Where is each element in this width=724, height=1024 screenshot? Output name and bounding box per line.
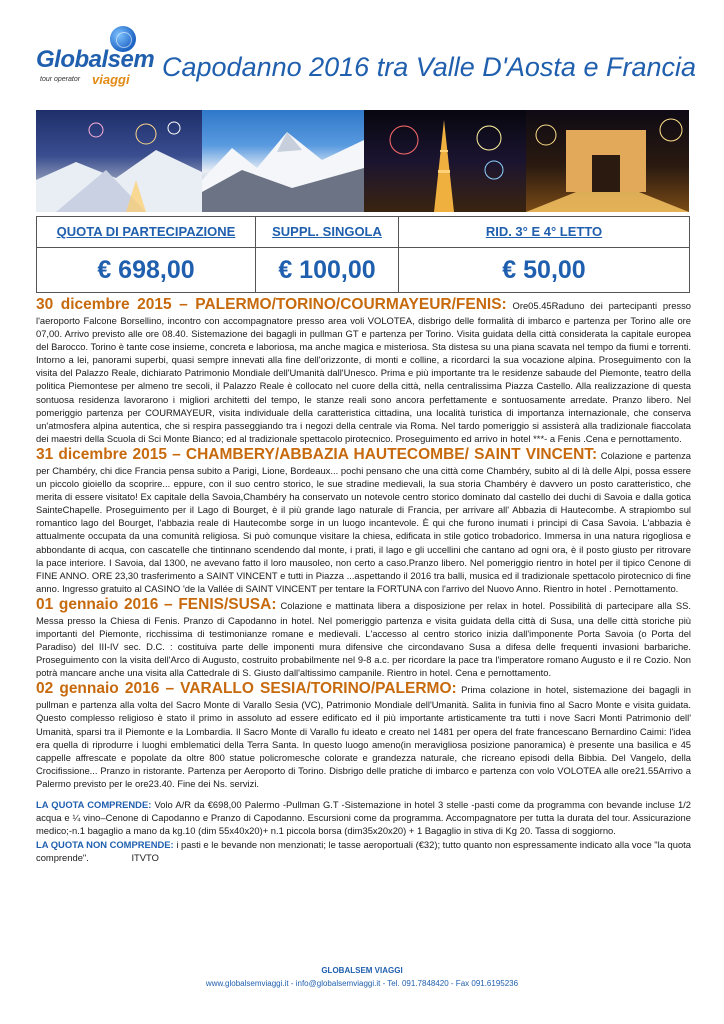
header bbox=[0, 0, 724, 110]
photo-arc-de-triomphe bbox=[526, 110, 689, 212]
day-text: Prima colazione in hotel, sistemazione dei bagagli in pullman e partenza alla volta del Sacro Monte di Varallo Sesia (VC), Patrimonio Mondiale dell'Umanità. Salita in funivia fino al Sacro Monte e visita guidata. Questo complesso religioso è stato il primo in assoluto ad essere edificato ed il più importante artisticamente tra tutti i nove Sacri Monti Patrimonio dell' Umanità, sparsi tra il Piemonte e la Lombardia. Il Sacro Monte di Varallo fu ideato e creato nel 1481 per opera del frate francescano Bernardino Caimi: l'idea era quella di riprodurre i luoghi emblematici della Terra Santa. In questo luogo ameno(in meravigliosa posizione panoramica) è presente una basilica e 45 cappelle affrescate e popolate da oltre 800 statue policromesche colorate e grandezza naturale, che ricreano episodi della Bibbia. Del Vangelo, della Crocifissione... Pranzo in ristorante. Partenza per Aeroporto di Torino. Disbrigo delle pratiche di imbarco e partenza con volo VOLOTEA alle ore21.55Arrivo a Palermo previsto per le ore23.40. Fine dei Ns. servizi. bbox=[36, 684, 691, 789]
footer bbox=[0, 966, 724, 988]
day-2 bbox=[36, 446, 691, 595]
day-text: Colazione e partenza per Chambéry, chi dice Francia pensa subito a Parigi, Lione, Bordeaux... pochi pensano che una città come Chambéry, subito al di là delle Alpi, possa essere un piccolo gioiello da scoprire... eppure, con il suo centro storico, le sue stradine medievali, la sua storia Chambéry è davvero un posto caratteristico, che merita di essere visitato! Ex capitale della Savoia,Chambéry ha conservato un notevole centro storico dominato dal castello dei duchi di Savoia e dalla gotica SainteChapelle. Proseguimento per il Lago di Bourget, è il più grande lago naturale di Francia, per arrivare all' Abbazia di Hautecombe. A strapiombo sul romantico lago del Bourget, l'abbazia reale di Hautecombe sorge in un luogo incantevole. È qui che furono inumati i principi di Casa Savoia. L'abbazia è attualmente occupata da una comunità religiosa. Si può comunque visitare la chiesa, edificata in stile gotico trobadorico. Immersa in una natura rigogliosa e abbondante di acqua, con cascatelle che tintinnano scendendo dal monte, i prati, il lago e gli uccellini che cantano ad ogni ora, è il posto giusto per ritrovare la pace interiore. I Savoia, dal 1300, ne avevano fatto il loro mausoleo, non certo a caso.Pranzo libero. Nel pomeriggio rientro in hotel per il tipico Cenone di FINE ANNO. ORE 23,30 trasferimento a SAINT VINCENT e tutti in Piazza ...aspettando il 2016 tra balli, musica ed il tradizionale spettacolo pirotecnico di fine anno. Ingresso gratuito al CASINO 'de la Vallée di SAINT VINCENT per tentare la FORTUNA con l'arrivo del Nuovo Anno. Rientro in hotel . Pernottamento. bbox=[36, 449, 691, 594]
itinerary bbox=[36, 296, 691, 865]
price-col-riduzione bbox=[399, 217, 689, 292]
price-col-singola bbox=[256, 217, 399, 292]
day-heading: 01 gennaio 2016 – FENIS/SUSA: bbox=[36, 595, 277, 613]
singola-value: € 100,00 bbox=[278, 256, 376, 284]
day-heading: 31 dicembre 2015 – CHAMBERY/ABBAZIA HAUTECOMBE/ SAINT VINCENT: bbox=[36, 445, 598, 463]
day-heading: 02 gennaio 2016 – VARALLO SESIA/TORINO/PALERMO: bbox=[36, 680, 457, 698]
photo-strip bbox=[36, 110, 689, 212]
logo-tagline: tour operator bbox=[40, 76, 81, 83]
day-heading: 30 dicembre 2015 – PALERMO/TORINO/COURMAYEUR/FENIS: bbox=[36, 296, 507, 313]
footer-company: GLOBALSEM VIAGGI bbox=[321, 966, 403, 975]
price-table bbox=[36, 216, 690, 293]
day-4 bbox=[36, 680, 691, 790]
page-title: Capodanno 2016 tra Valle D'Aosta e Francia bbox=[162, 52, 696, 82]
riduzione-label: RID. 3° E 4° LETTO bbox=[399, 217, 689, 248]
includes-text: Volo A/R da €698,00 Palermo -Pullman G.T -Sistemazione in hotel 3 stelle -pasti come da programma con bevande incluse 1/2 acqua e ¼ vino–Cenone di Capodanno e Pranzo di Capodanno. Escursioni come da programma. Accompagnatore per tutta la durata del tour. Assicurazione medico;-n.1 bagaglio a mano da kg.10 (dim 55x40x20)+ n.1 piccola borsa (dim35x20x20) + 1 Bagaglio in stiva di Kg 20. Tassa di soggiorno. bbox=[36, 799, 691, 837]
day-1 bbox=[36, 296, 691, 445]
excludes-text: i pasti e le bevande non menzionati; le tasse aeroportuali (€32); tutto quanto non espressamente indicato alla voce "la quota comprende". bbox=[36, 839, 691, 864]
tour-code: ITVTO bbox=[131, 852, 159, 864]
quota-comprende bbox=[36, 798, 691, 837]
logo-viaggi: viaggi bbox=[92, 72, 130, 87]
day-3 bbox=[36, 596, 691, 679]
includes-label: LA QUOTA COMPRENDE: bbox=[36, 799, 152, 810]
price-col-quota bbox=[37, 217, 256, 292]
logo-brand: Globalsem bbox=[36, 46, 155, 73]
footer-contacts[interactable]: www.globalsemviaggi.it - info@globalsemviaggi.it - Tel. 091.7848420 - Fax 091.6195236 bbox=[205, 979, 519, 988]
photo-eiffel-fireworks bbox=[364, 110, 526, 212]
quota-non-comprende bbox=[36, 838, 691, 864]
day-text: Ore05.45Raduno dei partecipanti presso l'aeroporto Falcone Borsellino, incontro con accompagnatore presso area voli VOLOTEA, disbrigo delle formalità di imbarco e partenza per Torino alle ore 07,00. Arrivo previsto alle ore 08.40. Sistemazione dei bagagli in pullman GT e partenza per Torino. Visita guidata della città considerata la capitale europea del Barocco. Torino è tante cose insieme, concreta e laboriosa, ma anche magica e misteriosa. Sta distesa su una piana scavata nel tempo da fiumi e torrenti. Intorno a lei, panorami superbi, quasi sempre innevati alla fine dell'orizzonte, di monti e colline, a ricordarci la sua vocazione alpina. Proseguimento con la visita del Palazzo Reale, dichiarato Patrimonio Mondiale dell'Umanità dall'Unesco. Prima e più importante tra le residenze sabaude del Piemonte, teatro della politica Piemontese per almeno tre secoli, il Palazzo Reale è collocato nel cuore della città, nella centralissima Piazza Castello. Alla realizzazione di questa sontuosa residenza lavorarono i migliori architetti del tempo, le stanze reali sono ancora perfettamente e sontuosamente arredate. Pranzo libero. Nel pomeriggio partenza per COURMAYEUR, visita individuale della caratteristica cittadina, una località turistica di importanza internazionale, che conserva un'atmosfera alpina autentica, che si respira passeggiando tra i negozi della centrale via Roma. Nel tardo pomeriggio si assisterà alla tradizionale fiaccolata dei maestri della Scuola di Sci Monte Bianco; ed al tradizionale spettacolo pirotecnico. Proseguimento ed arrivo in hotel ***- a Fenis .Cena e pernottamento. bbox=[36, 300, 691, 444]
day-text: Colazione e mattinata libera a disposizione per relax in hotel. Possibilità di partecipare alla SS. Messa presso la Chiesa di Fenis. Pranzo di Capodanno in hotel. Nel pomeriggio partenza e visita guidata della città di Susa, una delle città storiche più importanti del Piemonte, ricchissima di testimonianze romane e medievali. L'accesso al centro storico inizia dall'imponente Porta Savoia (o Porta del Paradiso) del III-IV sec. D.C. : costituiva parte delle imponenti mura difensive che circondavano Susa a difesa delle frequenti invasioni barbariche. Proseguimento con la visita dell'Arco di Augusto, costruito probabilmente nel 9-8 a.c. per ricordare la pace tra l'imperatore romano Augusto e il re Cozio. Non potrà mancare anche una visita alla Cattedrale di S. Giusto dall'altissimo campanile. Rientro in hotel. Cena e pernottamento. bbox=[36, 599, 691, 679]
photo-fireworks-mountain bbox=[36, 110, 202, 212]
photo-alps bbox=[202, 110, 364, 212]
excludes-label: LA QUOTA NON COMPRENDE: bbox=[36, 839, 174, 851]
singola-label: SUPPL. SINGOLA bbox=[256, 217, 398, 248]
riduzione-value: € 50,00 bbox=[502, 256, 586, 284]
quota-value: € 698,00 bbox=[97, 256, 195, 284]
quota-label: QUOTA DI PARTECIPAZIONE bbox=[37, 217, 255, 248]
globalsem-logo bbox=[36, 26, 161, 98]
